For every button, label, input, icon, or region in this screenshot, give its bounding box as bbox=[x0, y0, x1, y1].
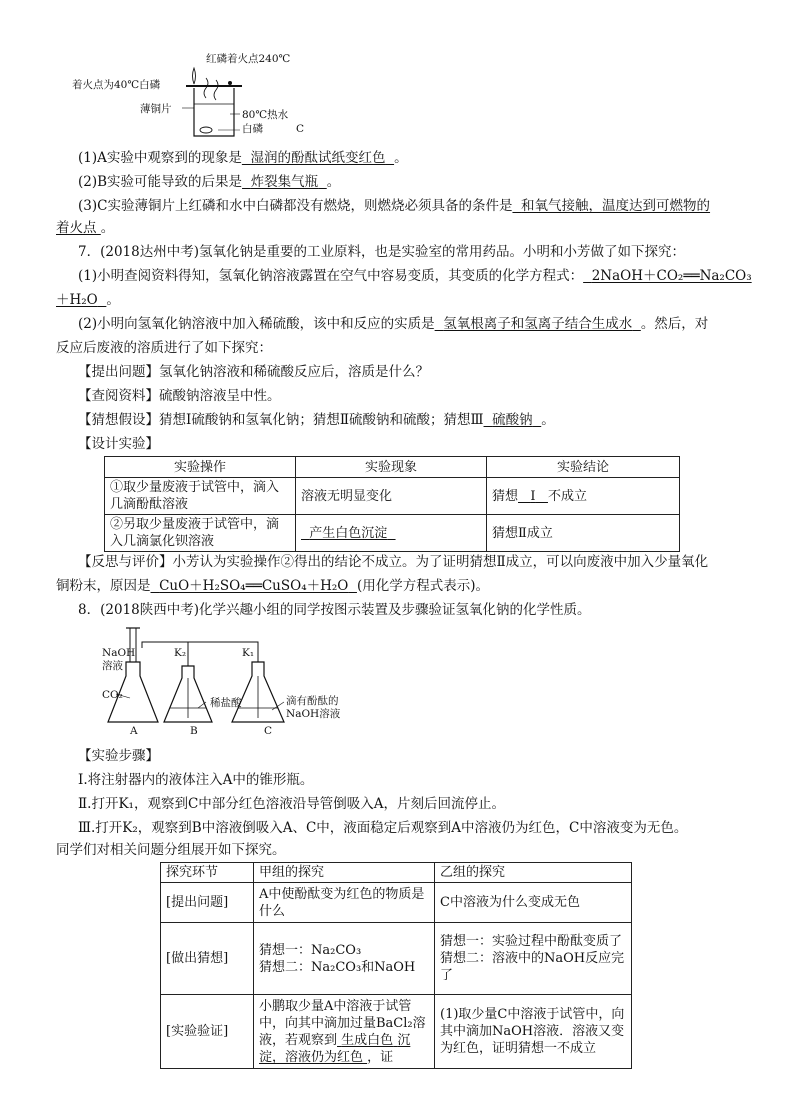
q7-guess: 【猜想假设】猜想Ⅰ硫酸钠和氢氧化钠；猜想Ⅱ硫酸钠和硫酸；猜想Ⅲ 硫酸钠 。 bbox=[78, 412, 555, 428]
q6-part3-cont: 着火点 。 bbox=[56, 220, 115, 236]
q7-reflect: 【反思与评价】小芳认为实验操作②得出的结论不成立。为了证明猜想Ⅱ成立，可以向废液中加入少量氧化 bbox=[78, 554, 709, 570]
q8-step2: Ⅱ.打开K₁，观察到C中部分红色溶液沿导管倒吸入A，片刻后回流停止。 bbox=[78, 796, 506, 812]
table-header: 甲组的探究 bbox=[254, 863, 435, 883]
table-cell: C中溶液为什么变成无色 bbox=[435, 883, 632, 923]
label-hot-water: 80℃热水 bbox=[242, 109, 289, 121]
table-cell: 产生白色沉淀 bbox=[296, 515, 487, 552]
label-flask-a: A bbox=[130, 725, 138, 737]
table-cell: 小鹏取少量A中溶液于试管中，向其中滴加过量BaCl₂溶液，若观察到 生成白色 沉淀，溶液仍为红色 ，证 bbox=[254, 995, 435, 1069]
q7-part1: (1)小明查阅资料得知，氢氧化钠溶液露置在空气中容易变质，其变质的化学方程式： 2NaOH＋CO₂══Na₂CO₃ bbox=[78, 268, 752, 284]
q6-part1: (1)A实验中观察到的现象是 湿润的酚酞试纸变红色 。 bbox=[78, 150, 408, 166]
combustion-figure bbox=[70, 48, 330, 140]
table-header: 实验结论 bbox=[487, 457, 680, 478]
table-cell: [实验验证] bbox=[161, 995, 254, 1069]
table-header-row bbox=[105, 457, 680, 478]
q8-intro: 8．(2018陕西中考)化学兴趣小组的同学按图示装置及步骤验证氢氧化钠的化学性质。 bbox=[78, 602, 591, 618]
q8-steps-title: 【实验步骤】 bbox=[78, 748, 159, 764]
table-cell: A中使酚酞变为红色的物质是什么 bbox=[254, 883, 435, 923]
table-row bbox=[105, 478, 680, 515]
label-k1: K₁ bbox=[242, 647, 255, 659]
q7-intro: 7．(2018达州中考)氢氧化钠是重要的工业原料，也是实验室的常用药品。小明和小芳做了如下探究： bbox=[78, 244, 685, 260]
q7-info: 【查阅资料】硫酸钠溶液呈中性。 bbox=[78, 388, 281, 404]
label-copper-sheet: 薄铜片 bbox=[140, 103, 172, 115]
table-row bbox=[161, 995, 632, 1069]
label-naoh-solution: NaOH溶液 bbox=[286, 708, 341, 720]
table-cell bbox=[254, 923, 435, 995]
guess-one: 猜想一：实验过程中酚酞变质了 bbox=[440, 934, 623, 949]
table-cell: ②另取少量废液于试管中，滴入几滴氯化钡溶液 bbox=[105, 515, 296, 552]
label-solution: 溶液 bbox=[102, 660, 123, 672]
table-header-row bbox=[161, 863, 632, 883]
label-c: C bbox=[296, 123, 305, 135]
table-row bbox=[105, 515, 680, 552]
label-flask-c: C bbox=[264, 725, 273, 737]
q7-question: 【提出问题】氢氧化钠溶液和稀硫酸反应后，溶质是什么？ bbox=[78, 364, 429, 380]
apparatus-figure bbox=[100, 622, 360, 740]
table-cell: ①取少量废液于试管中，滴入几滴酚酞溶液 bbox=[105, 478, 296, 515]
q7-reflect-cont: 铜粉末，原因是 CuO＋H₂SO₄══CuSO₄＋H₂O (用化学方程式表示)。 bbox=[56, 578, 489, 594]
table-cell: 溶液无明显变化 bbox=[296, 478, 487, 515]
q8-investigation-table bbox=[160, 862, 632, 1069]
q7-part1-cont: ＋H₂O 。 bbox=[56, 292, 120, 308]
label-flask-b: B bbox=[190, 725, 198, 737]
table-cell: 猜想 Ⅰ 不成立 bbox=[487, 478, 680, 515]
q8-step4: 同学们对相关问题分组展开如下探究。 bbox=[56, 842, 286, 858]
label-co2: CO₂ bbox=[102, 689, 123, 701]
table-row bbox=[161, 883, 632, 923]
label-red-phosphorus: 红磷着火点240℃ bbox=[206, 53, 291, 65]
table-cell bbox=[435, 923, 632, 995]
table-header: 探究环节 bbox=[161, 863, 254, 883]
table-cell: [提出问题] bbox=[161, 883, 254, 923]
label-k2: K₂ bbox=[174, 647, 187, 659]
label-naoh: NaOH bbox=[102, 647, 136, 659]
table-header: 乙组的探究 bbox=[435, 863, 632, 883]
q6-part2: (2)B实验可能导致的后果是 炸裂集气瓶 。 bbox=[78, 174, 341, 190]
label-dilute-acid: 稀盐酸 bbox=[210, 697, 242, 709]
table-cell: 猜想Ⅱ成立 bbox=[487, 515, 680, 552]
q7-design: 【设计实验】 bbox=[78, 436, 159, 452]
q7-part2-cont: 反应后废液的溶质进行了如下探究： bbox=[56, 340, 272, 356]
guess-two: 猜想二：Na₂CO₃和NaOH bbox=[259, 959, 416, 975]
table-row bbox=[161, 923, 632, 995]
q7-experiment-table bbox=[104, 456, 680, 552]
label-white-phosphorus-top: 着火点为40℃白磷 bbox=[72, 79, 161, 91]
guess-one: 猜想一：Na₂CO₃ bbox=[259, 942, 362, 958]
q6-part3: (3)C实验薄铜片上红磷和水中白磷都没有燃烧，则燃烧必须具备的条件是 和氧气接触，温度达到可燃物的 bbox=[78, 198, 711, 214]
q7-part2: (2)小明向氢氧化钠溶液中加入稀硫酸，该中和反应的实质是 氢氧根离子和氢离子结合生成水 。然后，对 bbox=[78, 316, 709, 332]
label-white-phosphorus-water: 白磷 bbox=[242, 123, 263, 135]
table-cell: [做出猜想] bbox=[161, 923, 254, 995]
label-phenolphthalein: 滴有酚酞的 bbox=[286, 695, 339, 707]
guess-two: 猜想二：溶液中的NaOH反应完了 bbox=[440, 951, 625, 983]
table-header: 实验操作 bbox=[105, 457, 296, 478]
table-header: 实验现象 bbox=[296, 457, 487, 478]
q8-step3: Ⅲ.打开K₂，观察到B中溶液倒吸入A、C中，液面稳定后观察到A中溶液仍为红色，C中溶液变为无色。 bbox=[78, 820, 688, 836]
table-cell: (1)取少量C中溶液于试管中，向其中滴加NaOH溶液．溶液又变为红色，证明猜想一不成立 bbox=[435, 995, 632, 1069]
q8-step1: Ⅰ.将注射器内的液体注入A中的锥形瓶。 bbox=[78, 772, 314, 788]
